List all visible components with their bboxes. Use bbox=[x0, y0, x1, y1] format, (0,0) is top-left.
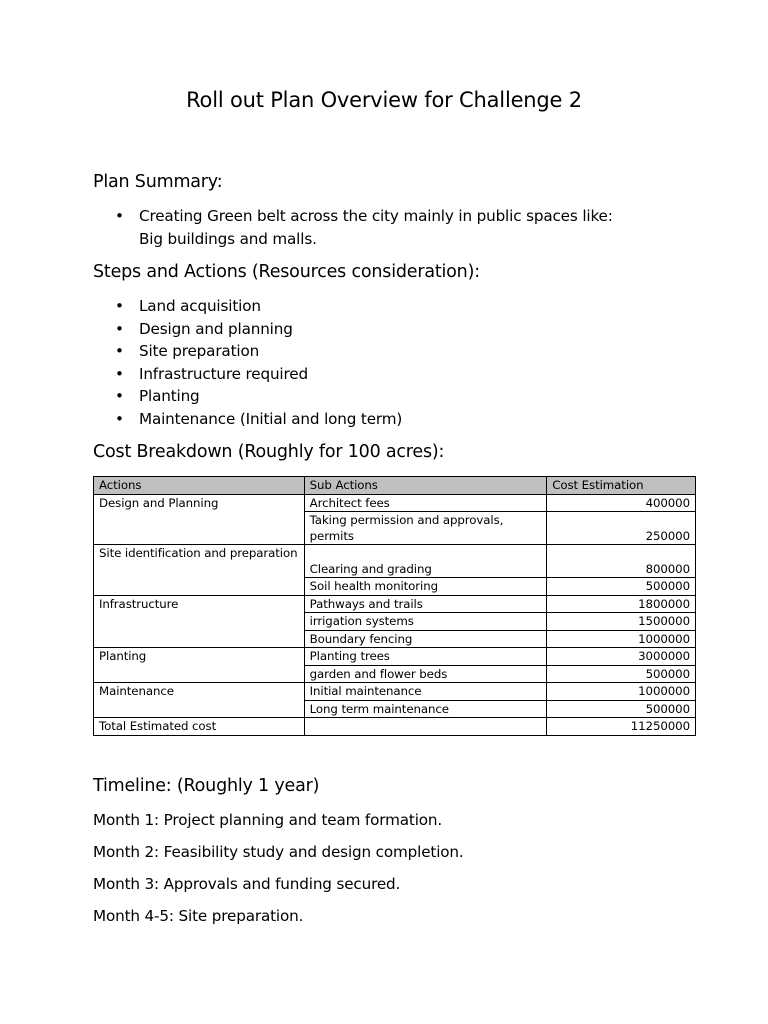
steps-list bbox=[93, 295, 402, 431]
plan-summary-list bbox=[93, 205, 639, 250]
column-header-sub-actions: Sub Actions bbox=[304, 477, 547, 495]
action-cell: Design and Planning bbox=[94, 494, 305, 545]
list-item: • Planting bbox=[93, 385, 402, 408]
action-cell: Infrastructure bbox=[94, 595, 305, 648]
sub-action-cell: garden and flower beds bbox=[304, 665, 547, 683]
column-header-actions: Actions bbox=[94, 477, 305, 495]
list-item: • Maintenance (Initial and long term) bbox=[93, 408, 402, 431]
steps-heading: Steps and Actions (Resources consideration): bbox=[93, 262, 480, 282]
plan-summary-heading: Plan Summary: bbox=[93, 172, 223, 192]
action-cell: Site identification and preparation bbox=[94, 545, 305, 596]
document-title: Roll out Plan Overview for Challenge 2 bbox=[186, 88, 582, 112]
sub-action-cell: Taking permission and approvals, permits bbox=[304, 512, 547, 545]
cost-heading: Cost Breakdown (Roughly for 100 acres): bbox=[93, 442, 445, 462]
table-row bbox=[94, 494, 696, 512]
sub-action-cell: Clearing and grading bbox=[304, 545, 547, 578]
cost-cell: 500000 bbox=[547, 700, 696, 718]
sub-action-cell: Long term maintenance bbox=[304, 700, 547, 718]
cost-breakdown-table bbox=[93, 476, 696, 736]
table-row bbox=[94, 683, 696, 701]
sub-action-cell: Soil health monitoring bbox=[304, 578, 547, 596]
total-row bbox=[94, 718, 696, 736]
sub-action-cell: Planting trees bbox=[304, 648, 547, 666]
column-header-cost: Cost Estimation bbox=[547, 477, 696, 495]
cost-cell: 800000 bbox=[547, 545, 696, 578]
list-item: • Design and planning bbox=[93, 318, 402, 341]
timeline-heading: Timeline: (Roughly 1 year) bbox=[93, 776, 320, 796]
action-cell: Maintenance bbox=[94, 683, 305, 718]
table-header-row bbox=[94, 477, 696, 495]
cost-cell: 500000 bbox=[547, 578, 696, 596]
cost-cell: 1500000 bbox=[547, 613, 696, 631]
cost-cell: 1000000 bbox=[547, 630, 696, 648]
cost-cell: 500000 bbox=[547, 665, 696, 683]
cost-cell: 1000000 bbox=[547, 683, 696, 701]
action-cell: Planting bbox=[94, 648, 305, 683]
timeline-item: Month 1: Project planning and team formation. bbox=[93, 811, 443, 829]
sub-action-cell: Pathways and trails bbox=[304, 595, 547, 613]
table-row bbox=[94, 648, 696, 666]
table-row bbox=[94, 595, 696, 613]
timeline-item: Month 2: Feasibility study and design completion. bbox=[93, 843, 464, 861]
cost-cell: 400000 bbox=[547, 494, 696, 512]
cost-cell: 250000 bbox=[547, 512, 696, 545]
sub-action-cell: irrigation systems bbox=[304, 613, 547, 631]
list-item: • Infrastructure required bbox=[93, 363, 402, 386]
list-item: • Site preparation bbox=[93, 340, 402, 363]
timeline-item: Month 4-5: Site preparation. bbox=[93, 907, 304, 925]
sub-action-cell: Boundary fencing bbox=[304, 630, 547, 648]
sub-action-cell: Architect fees bbox=[304, 494, 547, 512]
cost-cell: 3000000 bbox=[547, 648, 696, 666]
table-row bbox=[94, 545, 696, 578]
total-label: Total Estimated cost bbox=[94, 718, 305, 736]
timeline-item: Month 3: Approvals and funding secured. bbox=[93, 875, 401, 893]
list-item: • Land acquisition bbox=[93, 295, 402, 318]
total-sub-action-cell bbox=[304, 718, 547, 736]
cost-cell: 1800000 bbox=[547, 595, 696, 613]
list-item: • Creating Green belt across the city mainly in public spaces like: Big buildings and malls. bbox=[93, 205, 639, 250]
total-value: 11250000 bbox=[547, 718, 696, 736]
sub-action-cell: Initial maintenance bbox=[304, 683, 547, 701]
